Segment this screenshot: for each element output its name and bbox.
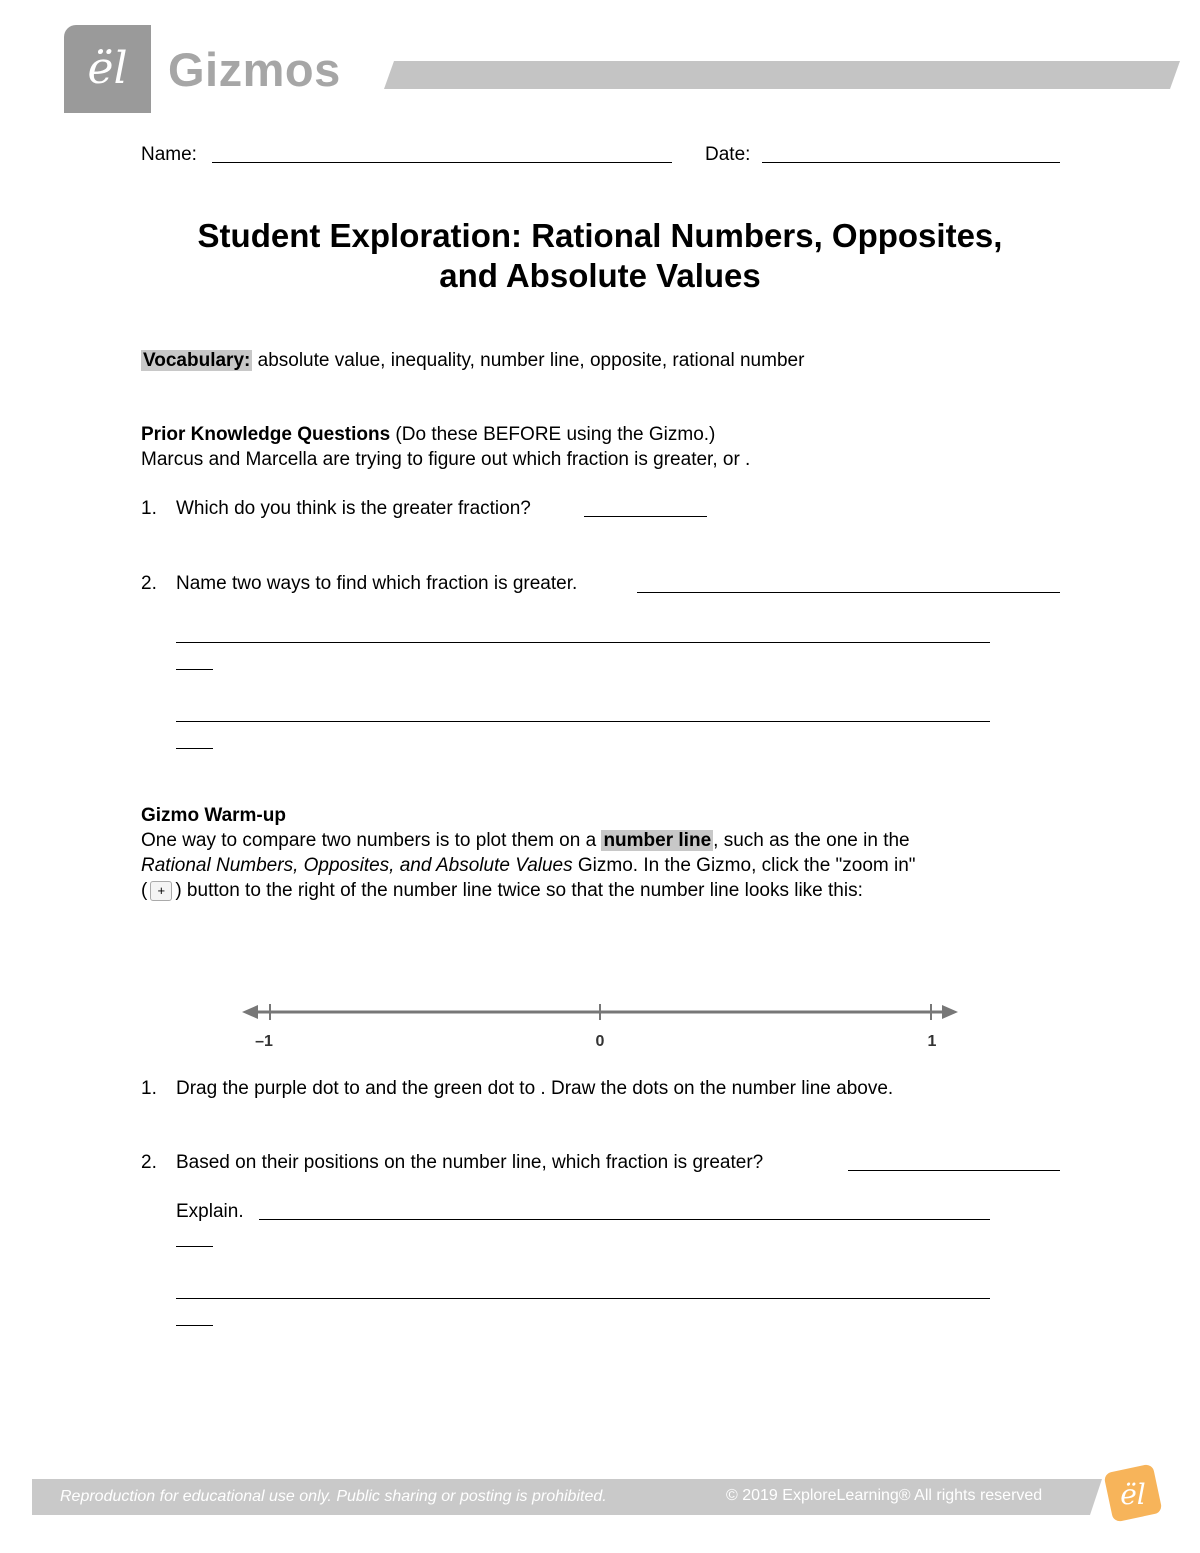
warmup-q2-answer[interactable] [848,1170,1060,1171]
number-line-term: number line [603,830,712,851]
title-line-2: and Absolute Values [439,257,761,294]
prior-heading-note: (Do these BEFORE using the Gizmo.) [390,424,716,445]
prior-intro: Marcus and Marcella are trying to figure out which fraction is greater, or . [141,449,751,470]
warmup-text: ( [141,880,148,901]
prior-q2-answer-line[interactable] [176,669,213,670]
vocabulary-terms: absolute value, inequality, number line, opposite, rational number [252,350,805,371]
title-line-1: Student Exploration: Rational Numbers, Opposites, [197,217,1003,254]
number-line-right-arrow-icon [942,1005,958,1019]
prior-knowledge-heading [141,424,715,446]
footer-copyright: © 2019 ExploreLearning® All rights reserved [726,1487,1043,1504]
footer-disclaimer: Reproduction for educational use only. Public sharing or posting is prohibited. [60,1488,607,1505]
prior-q1-number: 1. [141,498,157,519]
warmup-q1-text: Drag the purple dot to and the green dot to . Draw the dots on the number line above. [176,1078,894,1099]
name-label: Name: [141,144,197,165]
prior-q2-answer-line[interactable] [176,642,990,643]
explain-answer-line[interactable] [176,1246,213,1247]
warmup-q2-text: Based on their positions on the number line, which fraction is greater? [176,1152,764,1173]
warmup-q1-number: 1. [141,1078,157,1099]
tick-label-minus-1: –1 [255,1033,273,1050]
prior-q1-text: Which do you think is the greater fraction? [176,498,531,519]
warmup-q2-number: 2. [141,1152,157,1173]
warmup-text: ) button to the right of the number line twice so that the number line looks like this: [175,880,863,901]
header-bar [384,61,1180,89]
explain-answer-line[interactable] [176,1298,990,1299]
warmup-text: One way to compare two numbers is to plot them on a [141,830,602,851]
prior-q2-text: Name two ways to find which fraction is greater. [176,573,578,594]
tick-label-1: 1 [927,1033,937,1050]
footer-logo-glyph: ël [1120,1478,1146,1511]
vocabulary-label: Vocabulary: [143,350,251,371]
prior-q2-answer-line[interactable] [176,748,213,749]
gizmo-name: Rational Numbers, Opposites, and Absolute Values [141,855,573,876]
zoom-in-icon: + [150,881,172,901]
prior-q1-answer[interactable] [584,516,707,517]
explain-answer-line[interactable] [176,1325,213,1326]
brand-logo-icon: ël [87,43,128,94]
brand-name: Gizmos [168,43,341,96]
prior-q2-number: 2. [141,573,157,594]
prior-heading-text: Prior Knowledge Questions [141,424,391,445]
date-label: Date: [705,144,751,165]
explain-label: Explain. [176,1201,244,1222]
explorelearning-logo-icon [1100,1460,1166,1526]
warmup-paragraph-line-3 [141,880,863,902]
warmup-paragraph-line-2 [141,855,916,877]
name-field[interactable] [212,162,672,163]
date-field[interactable] [762,162,1060,163]
warmup-text: Gizmo. In the Gizmo, click the "zoom in" [572,855,916,876]
warmup-heading: Gizmo Warm-up [141,805,286,826]
explain-answer-line[interactable] [259,1219,990,1220]
tick-label-0: 0 [595,1033,605,1050]
number-line-left-arrow-icon [242,1005,258,1019]
prior-q2-answer-line[interactable] [176,721,990,722]
page-title [0,216,1200,296]
vocabulary [141,350,804,372]
prior-q2-answer-line[interactable] [637,592,1060,593]
number-line [236,998,966,1054]
warmup-text: , such as the one in the [713,830,910,851]
warmup-paragraph-line-1 [141,830,910,852]
